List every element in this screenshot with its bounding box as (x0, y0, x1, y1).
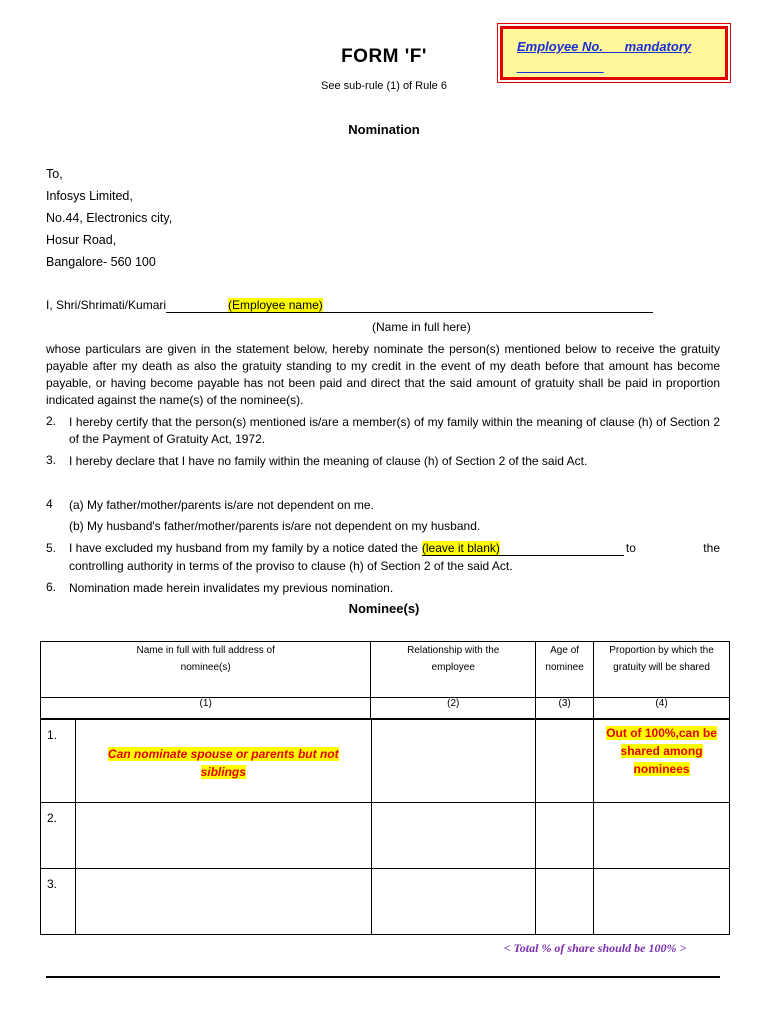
clause-number: 3. (46, 453, 57, 467)
share-cell[interactable] (594, 869, 730, 935)
total-share-note: < Total % of share should be 100% > (503, 941, 687, 955)
share-cell[interactable] (594, 803, 730, 869)
employee-name-field[interactable]: (Employee name) (228, 298, 323, 312)
address-line-2: No.44, Electronics city, (46, 211, 173, 225)
nominee-name-note: Can nominate spouse or parents but not siblings (107, 747, 339, 779)
relationship-cell[interactable] (371, 869, 536, 935)
form-title: FORM 'F' (341, 46, 427, 67)
column-header: Relationship with the employee (371, 642, 536, 698)
clause-number: 5. (46, 541, 57, 555)
column-number: (4) (594, 698, 730, 719)
table-header-row (41, 642, 730, 698)
column-header: Name in full with full address of nominee(s) (41, 642, 371, 698)
notice-date-field[interactable]: (leave it blank) (422, 541, 624, 556)
share-cell[interactable] (594, 720, 730, 803)
table-row (41, 720, 730, 803)
age-cell[interactable] (536, 720, 594, 803)
sub-rule-reference: See sub-rule (1) of Rule 6 (321, 80, 447, 92)
clause-text: I have excluded my husband from my family by a notice dated the (69, 541, 418, 555)
row-number: 2. (41, 803, 76, 869)
declaration-prefix: I, Shri/Shrimati/Kumari (46, 298, 167, 312)
column-header: Proportion by which the gratuity will be shared (594, 642, 730, 698)
clause-text: to the (625, 541, 720, 555)
name-blank-line-tail (323, 298, 653, 313)
clause-text: I hereby certify that the person(s) mentioned is/are a member(s) of my family within the meaning of clause (h) of Section 2 of the Payment of Gratuity Act, 1972. (69, 415, 720, 446)
clause-text: (a) My father/mother/parents is/are not dependent on me. (69, 498, 374, 512)
row-number: 3. (41, 869, 76, 935)
row-number: 1. (41, 720, 76, 803)
relationship-cell[interactable] (371, 720, 536, 803)
nominee-name-cell[interactable] (75, 803, 371, 869)
column-number: (3) (536, 698, 594, 719)
column-header: Age of nominee (536, 642, 594, 698)
table-row (41, 803, 730, 869)
name-blank-line (166, 298, 228, 313)
name-hint: (Name in full here) (372, 320, 471, 334)
clause-text: Nomination made herein invalidates my previous nomination. (69, 581, 394, 595)
declaration-line (46, 298, 674, 313)
relationship-cell[interactable] (371, 803, 536, 869)
nominees-heading: Nominee(s) (348, 601, 420, 616)
column-number: (1) (41, 698, 371, 719)
clause-text: controlling authority in terms of the proviso to clause (h) of Section 2 of the said Act. (69, 559, 513, 573)
nominee-rows (40, 719, 730, 935)
clause-5-line (69, 541, 720, 556)
nominee-table (40, 641, 730, 719)
bottom-divider (46, 976, 720, 978)
clause-number: 4 (46, 497, 53, 511)
address-line-1: Infosys Limited, (46, 189, 133, 203)
share-note: Out of 100%,can be shared among nominees (606, 726, 717, 776)
clause-text: (b) My husband's father/mother/parents is/are not dependent on my husband. (69, 519, 481, 533)
employee-number-label: Employee No. __ mandatory ____________ (517, 39, 692, 74)
address-line-4: Bangalore- 560 100 (46, 255, 156, 269)
clause-number: 6. (46, 580, 57, 594)
table-row (41, 869, 730, 935)
column-number: (2) (371, 698, 536, 719)
nominee-name-cell[interactable] (75, 869, 371, 935)
employee-number-box[interactable] (500, 26, 728, 80)
age-cell[interactable] (536, 803, 594, 869)
address-to: To, (46, 167, 63, 181)
nominee-name-cell[interactable] (75, 720, 371, 803)
column-number-row (41, 698, 730, 719)
declaration-body: whose particulars are given in the statement below, hereby nominate the person(s) mentioned below to receive the gratuity payable after my death as also the gratuity standing to my credit in the event of my death before that amount has become payable, or having become payable has not been paid and direct that the said amount of gratuity shall be paid in proportion indicated against the name(s) of the nominee(s). (46, 342, 720, 407)
nomination-heading: Nomination (348, 122, 420, 137)
clause-text: I hereby declare that I have no family within the meaning of clause (h) of Section 2 of the said Act. (69, 454, 588, 468)
clause-number: 2. (46, 414, 57, 428)
address-line-3: Hosur Road, (46, 233, 117, 247)
age-cell[interactable] (536, 869, 594, 935)
